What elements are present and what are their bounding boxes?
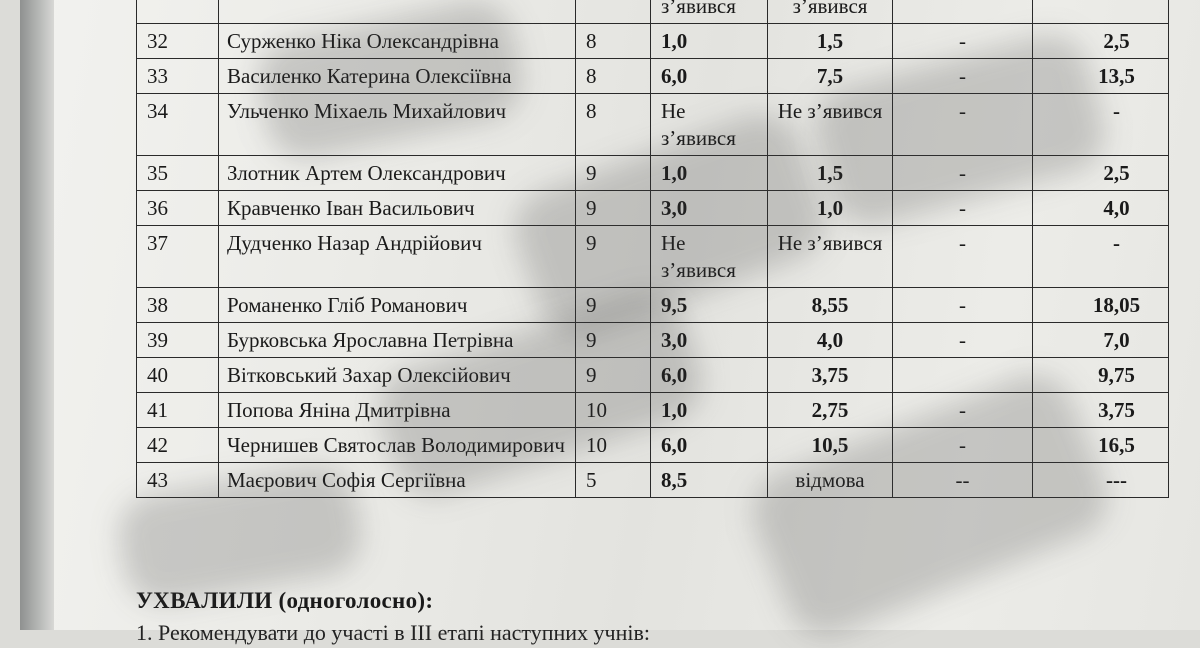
cell-number: 43 [137, 463, 219, 498]
cell-number: 39 [137, 323, 219, 358]
cell-grade [576, 0, 651, 24]
cell-stage3: - [893, 288, 1033, 323]
table-row [137, 428, 1169, 463]
table-row [137, 288, 1169, 323]
cell-grade: 5 [576, 463, 651, 498]
results-table [136, 0, 1169, 498]
cell-stage1: 1,0 [651, 156, 768, 191]
cell-name: Вітковський Захар Олексійович [219, 358, 576, 393]
cell-stage1: 6,0 [651, 428, 768, 463]
cell-stage3: - [893, 94, 1033, 156]
cell-number: 38 [137, 288, 219, 323]
cell-total: --- [1033, 463, 1169, 498]
cell-grade: 9 [576, 323, 651, 358]
cell-grade: 9 [576, 358, 651, 393]
cell-name: Маєрович Софія Сергіївна [219, 463, 576, 498]
cell-stage1: 8,5 [651, 463, 768, 498]
cell-stage2: 4,0 [768, 323, 893, 358]
cell-stage3: - [893, 428, 1033, 463]
cell-name: Василенко Катерина Олексіївна [219, 59, 576, 94]
cell-stage3: - [893, 393, 1033, 428]
cell-name: Злотник Артем Олександрович [219, 156, 576, 191]
table-row [137, 191, 1169, 226]
cell-name: Попова Яніна Дмитрівна [219, 393, 576, 428]
cell-name [219, 0, 576, 24]
cell-total: 2,5 [1033, 24, 1169, 59]
cell-grade: 8 [576, 59, 651, 94]
cell-total: 2,5 [1033, 156, 1169, 191]
page-edge-shadow [20, 0, 54, 630]
cell-grade: 10 [576, 428, 651, 463]
results-table-body [137, 0, 1169, 498]
cell-number: 36 [137, 191, 219, 226]
table-row [137, 393, 1169, 428]
cell-number [137, 0, 219, 24]
decision-heading: УХВАЛИЛИ (одноголосно): [136, 588, 434, 613]
cell-stage3: - [893, 191, 1033, 226]
table-row [137, 156, 1169, 191]
cell-stage2: 1,0 [768, 191, 893, 226]
cell-name: Чернишев Святослав Володимирович [219, 428, 576, 463]
cell-number: 33 [137, 59, 219, 94]
cell-total: 18,05 [1033, 288, 1169, 323]
cell-total: 4,0 [1033, 191, 1169, 226]
table-row [137, 94, 1169, 156]
cell-name: Романенко Гліб Романович [219, 288, 576, 323]
cell-stage2: Не з’явився [768, 94, 893, 156]
cell-total: - [1033, 94, 1169, 156]
cell-total: 13,5 [1033, 59, 1169, 94]
table-row [137, 24, 1169, 59]
cell-stage2: 1,5 [768, 24, 893, 59]
table-row [137, 59, 1169, 94]
cell-number: 32 [137, 24, 219, 59]
cell-stage1: з’явився [651, 0, 768, 24]
cell-number: 34 [137, 94, 219, 156]
cell-name: Дудченко Назар Андрійович [219, 226, 576, 288]
cell-grade: 9 [576, 288, 651, 323]
cell-stage2: 7,5 [768, 59, 893, 94]
cell-stage3 [893, 358, 1033, 393]
cell-name: Ульченко Міхаель Михайлович [219, 94, 576, 156]
cell-stage3 [893, 0, 1033, 24]
table-row [137, 323, 1169, 358]
cell-stage1: 1,0 [651, 24, 768, 59]
cell-stage1: 6,0 [651, 358, 768, 393]
cell-stage2: 1,5 [768, 156, 893, 191]
table-row [137, 226, 1169, 288]
cell-total: - [1033, 226, 1169, 288]
cell-number: 41 [137, 393, 219, 428]
cell-stage3: - [893, 156, 1033, 191]
cell-grade: 8 [576, 24, 651, 59]
cell-total [1033, 0, 1169, 24]
cell-name: Кравченко Іван Васильович [219, 191, 576, 226]
cell-total: 9,75 [1033, 358, 1169, 393]
cell-number: 37 [137, 226, 219, 288]
cell-stage2: 8,55 [768, 288, 893, 323]
cell-stage3: - [893, 59, 1033, 94]
cell-stage3: - [893, 323, 1033, 358]
decision-item-cut: 1. Рекомендувати до участі в ІІІ етапі наступних учнів: [136, 620, 650, 645]
cell-stage3: -- [893, 463, 1033, 498]
cell-name: Сурженко Ніка Олександрівна [219, 24, 576, 59]
table-row [137, 463, 1169, 498]
cell-stage2: з’явився [768, 0, 893, 24]
cell-stage1: 1,0 [651, 393, 768, 428]
cell-stage2: Не з’явився [768, 226, 893, 288]
cell-total: 7,0 [1033, 323, 1169, 358]
cell-number: 40 [137, 358, 219, 393]
cell-stage3: - [893, 226, 1033, 288]
cell-stage2: 10,5 [768, 428, 893, 463]
cell-grade: 9 [576, 226, 651, 288]
cell-stage1: Не з’явився [651, 94, 768, 156]
cell-grade: 9 [576, 191, 651, 226]
cell-stage2: 2,75 [768, 393, 893, 428]
table-row [137, 358, 1169, 393]
cell-number: 35 [137, 156, 219, 191]
cell-stage1: 3,0 [651, 323, 768, 358]
cell-stage1: 9,5 [651, 288, 768, 323]
table-row-partial [137, 0, 1169, 24]
cell-total: 16,5 [1033, 428, 1169, 463]
cell-name: Бурковська Ярославна Петрівна [219, 323, 576, 358]
cell-stage1: 6,0 [651, 59, 768, 94]
cell-grade: 8 [576, 94, 651, 156]
cell-stage2: відмова [768, 463, 893, 498]
cell-total: 3,75 [1033, 393, 1169, 428]
cell-grade: 10 [576, 393, 651, 428]
cell-stage1: Не з’явився [651, 226, 768, 288]
cell-stage3: - [893, 24, 1033, 59]
cell-stage2: 3,75 [768, 358, 893, 393]
cell-stage1: 3,0 [651, 191, 768, 226]
cell-grade: 9 [576, 156, 651, 191]
cell-number: 42 [137, 428, 219, 463]
